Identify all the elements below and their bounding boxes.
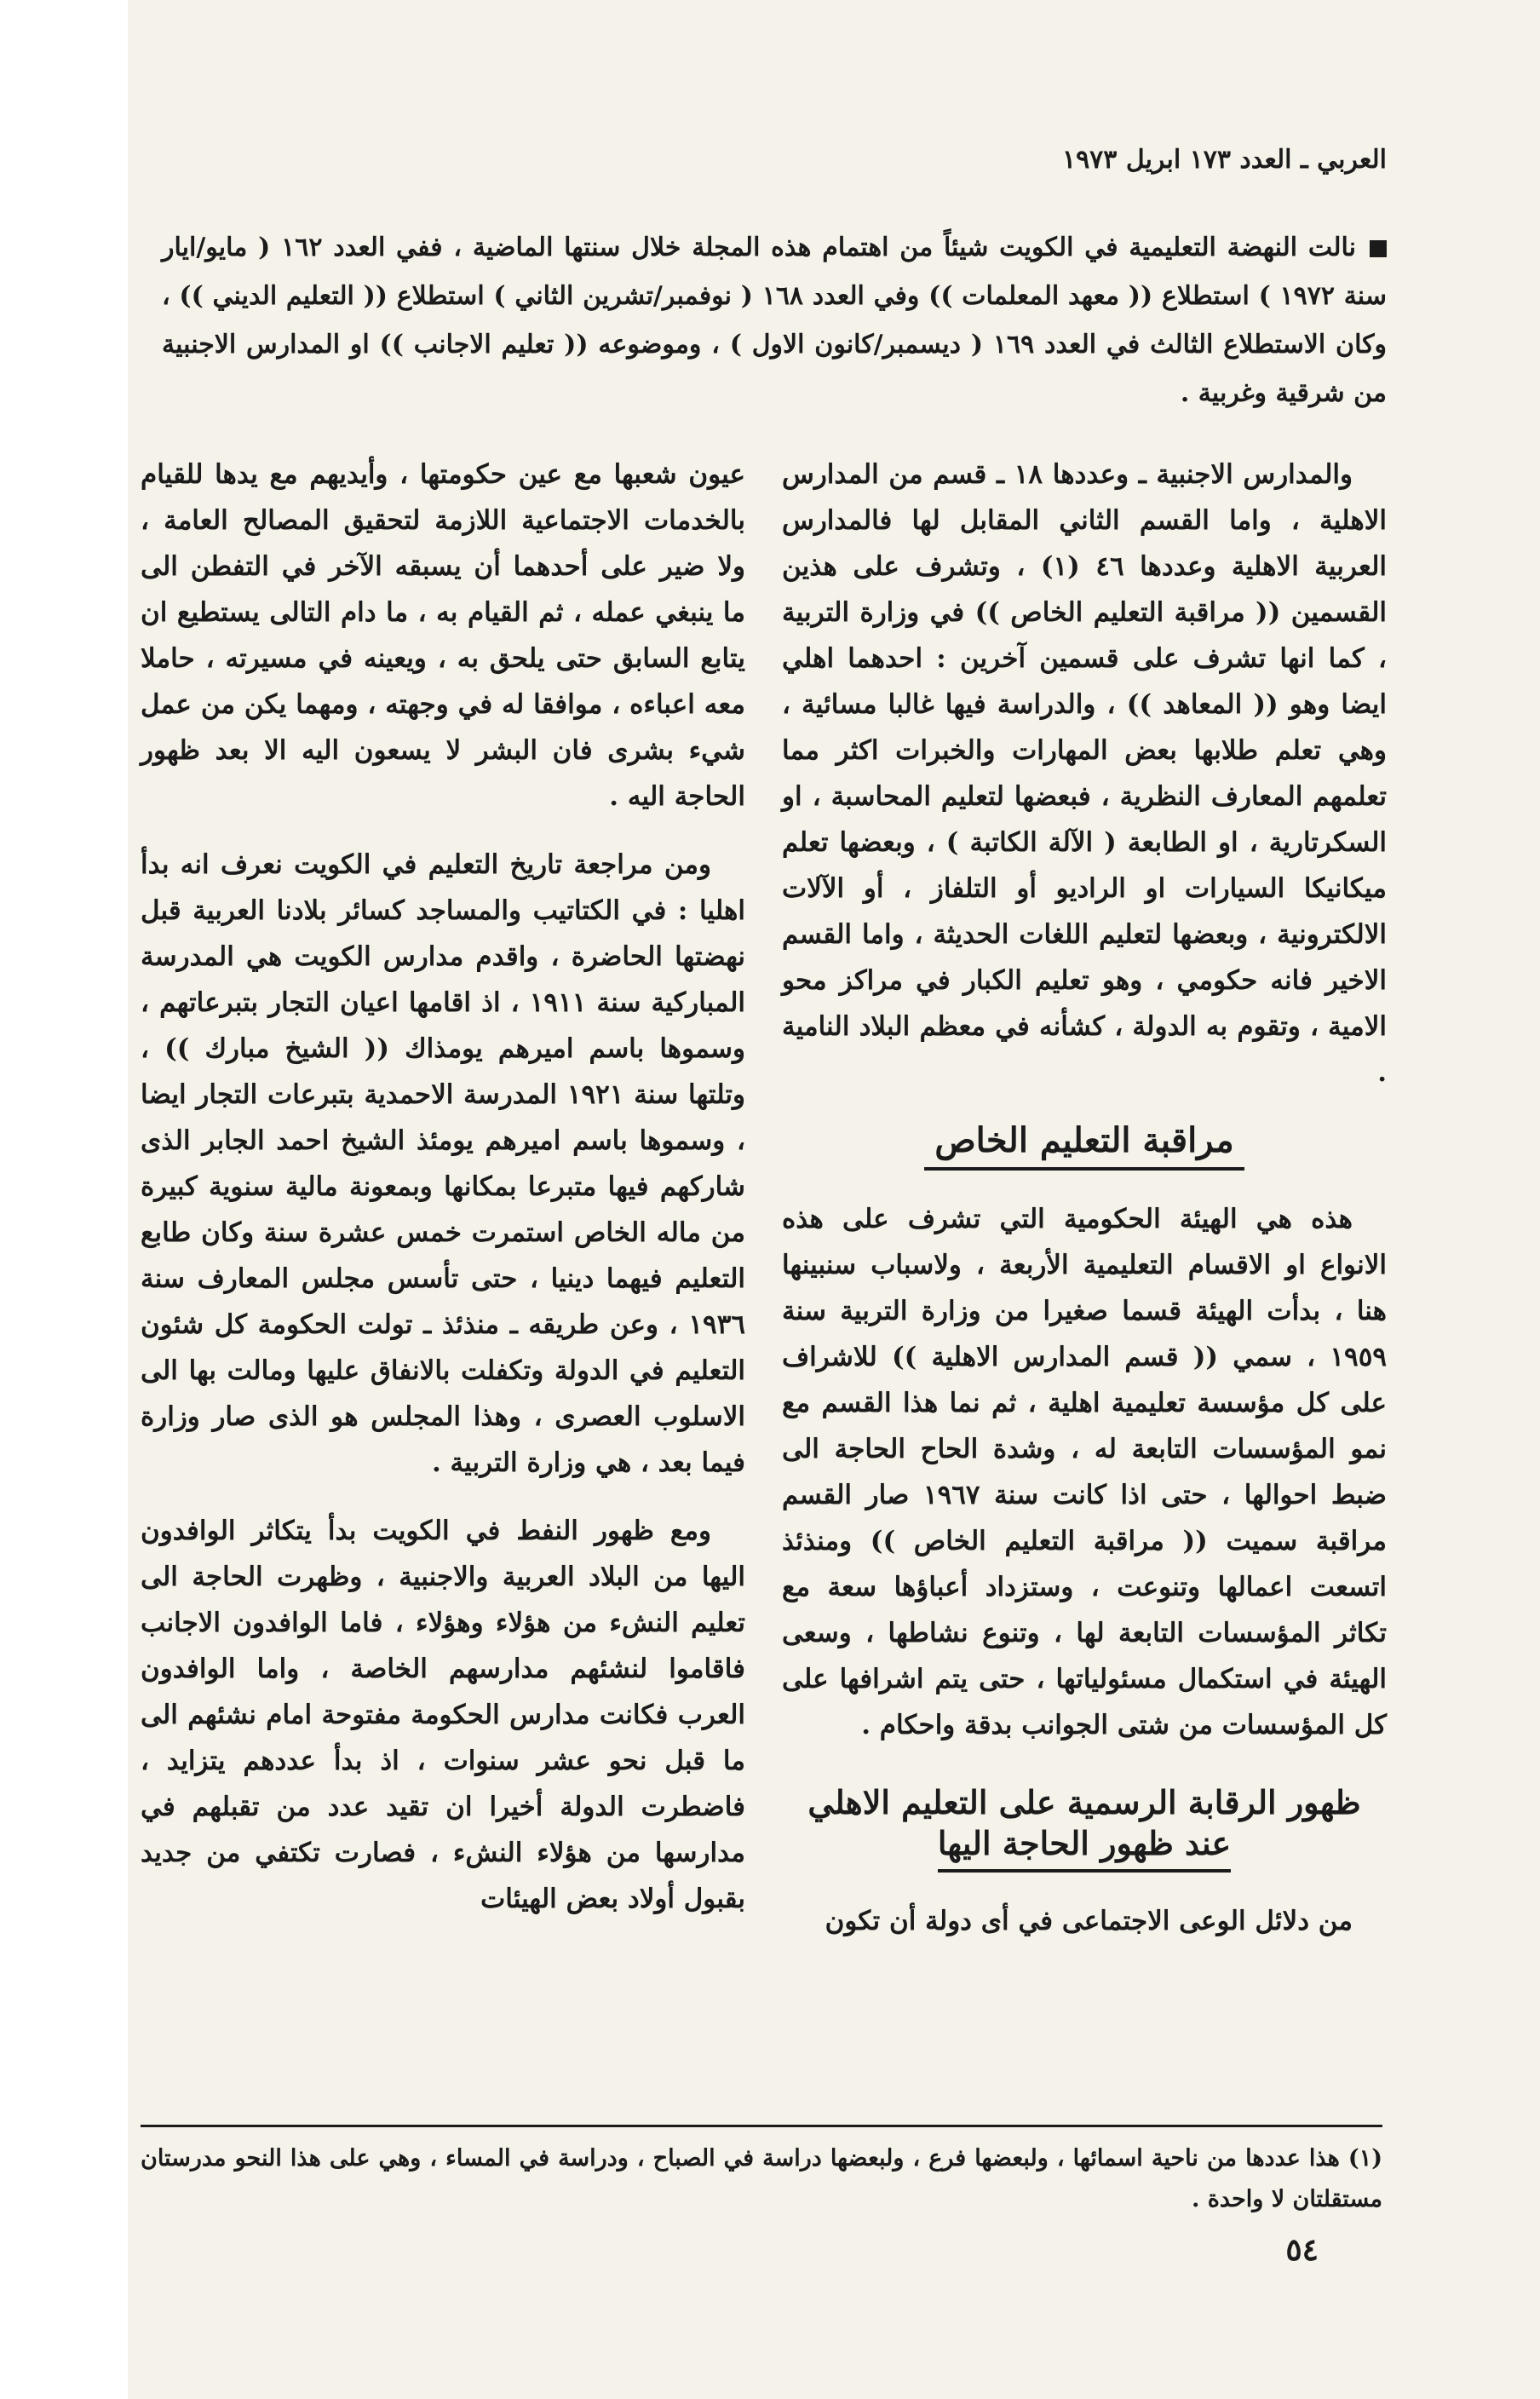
right-column bbox=[782, 452, 1387, 1966]
heading-line-2: عند ظهور الحاجة اليها bbox=[938, 1823, 1231, 1873]
running-header: العربي ـ العدد ١٧٣ ابريل ١٩٧٣ bbox=[1061, 145, 1387, 175]
heading-line-1: ظهور الرقابة الرسمية على التعليم الاهلي bbox=[807, 1783, 1361, 1821]
right-paragraph-2: هذه هي الهيئة الحكومية التي تشرف على هذه الانواع او الاقسام التعليمية الأربعة ، ولاسباب سنبينها هنا ، بدأت الهيئة قسما صغيرا من وزارة التربية سنة ١٩٥٩ ، سمي (( قسم المدارس الاهلية )) للاشراف على كل مؤسسة تعليمية اهلية ، ثم نما هذا القسم مع نمو المؤسسات التابعة له ، وشدة الحاح الحاجة الى ضبط احوالها ، حتى اذا كانت سنة ١٩٦٧ صار القسم مراقبة سميت (( مراقبة التعليم الخاص )) ومنذئذ اتسعت اعمالها وتنوعت ، وستزداد أعباؤها سعة مع تكاثر المؤسسات التابعة لها ، وتنوع نشاطها ، وسعى الهيئة في استكمال مسئولياتها ، حتى يتم اشرافها على كل المؤسسات من شتى الجوانب بدقة واحكام . bbox=[782, 1204, 1387, 1740]
right-paragraph-3: من دلائل الوعى الاجتماعى في أى دولة أن تكون bbox=[825, 1906, 1353, 1936]
left-paragraph-3: ومع ظهور النفط في الكويت بدأ يتكاثر الوافدون اليها من البلاد العربية والاجنبية ، وظهرت الحاجة الى تعليم النشء من هؤلاء وهؤلاء ، فاما الوافدون الاجانب فاقاموا لنشئهم مدارسهم الخاصة ، واما الوافدون العرب فكانت مدارس الحكومة مفتوحة امام نشئهم الى ما قبل نحو عشر سنوات ، اذ بدأ عددهم يتزايد ، فاضطرت الدولة أخيرا ان تقيد عدد من تقبلهم في مدارسها من هؤلاء النشء ، فصارت تكتفي من جديد بقبول أولاد بعض الهيئات bbox=[141, 1516, 745, 1914]
right-paragraph-1: والمدارس الاجنبية ـ وعددها ١٨ ـ قسم من المدارس الاهلية ، واما القسم الثاني المقابل لها فالمدارس العربية الاهلية وعددها ٤٦ (١) ، وتشرف على هذين القسمين (( مراقبة التعليم الخاص )) في وزارة التربية ، كما انها تشرف على قسمين آخرين : احدهما اهلي ايضا وهو (( المعاهد )) ، والدراسة فيها غالبا مسائية ، وهي تعلم طلابها بعض المهارات والخبرات اكثر مما تعلمهم المعارف النظرية ، فبعضها لتعليم المحاسبة ، او السكرتارية ، او الطابعة ( الآلة الكاتبة ) ، وبعضها تعلم ميكانيكا السيارات او الراديو أو التلفاز ، أو الآلات الالكترونية ، وبعضها لتعليم اللغات الحديثة ، واما القسم الاخير فانه حكومي ، وهو تعليم الكبار في مراكز محو الامية ، وتقوم به الدولة ، كشأنه في معظم البلاد النامية . bbox=[782, 459, 1388, 1088]
scan-margin bbox=[0, 0, 128, 2399]
page-number: ٥٤ bbox=[1285, 2232, 1319, 2268]
section-heading-official-oversight bbox=[782, 1782, 1387, 1873]
bullet-square-icon bbox=[1370, 240, 1387, 257]
left-paragraph-2: ومن مراجعة تاريخ التعليم في الكويت نعرف انه بدأ اهليا : في الكتاتيب والمساجد كسائر بلادنا العربية قبل نهضتها الحاضرة ، واقدم مدارس الكويت هي المدرسة المباركية سنة ١٩١١ ، اذ اقامها اعيان التجار بتبرعاتهم ، وسموها باسم اميرهم يومذاك (( الشيخ مبارك )) ، وتلتها سنة ١٩٢١ المدرسة الاحمدية بتبرعات التجار ايضا ، وسموها باسم اميرهم يومئذ الشيخ احمد الجابر الذى شاركهم فيها متبرعا بمكانها وبمعونة مالية سنوية كبيرة من ماله الخاص استمرت خمس عشرة سنة وكان طابع التعليم فيهما دينيا ، حتى تأسس مجلس المعارف سنة ١٩٣٦ ، وعن طريقه ـ منذئذ ـ تولت الحكومة كل شئون التعليم في الدولة وتكفلت بالانفاق عليها ومالت بها الى الاسلوب العصرى ، وهذا المجلس هو الذى صار وزارة فيما بعد ، هي وزارة التربية . bbox=[141, 849, 746, 1478]
intro-text: نالت النهضة التعليمية في الكويت شيئاً من اهتمام هذه المجلة خلال سنتها الماضية ، ففي العدد ١٦٢ ( مايو/ايار سنة ١٩٧٢ ) استطلاع (( معهد المعلمات )) وفي العدد ١٦٨ ( نوفمبر/تشرين الثاني ) استطلاع (( التعليم الديني )) ، وكان الاستطلاع الثالث في العدد ١٦٩ ( ديسمبر/كانون الاول ) ، وموضوعه (( تعليم الاجانب )) او المدارس الاجنبية من شرقية وغربية . bbox=[162, 233, 1387, 408]
intro-paragraph bbox=[162, 223, 1387, 417]
section-heading-private-education: مراقبة التعليم الخاص bbox=[782, 1118, 1387, 1171]
footnote: (١) هذا عددها من ناحية اسمائها ، ولبعضها فرع ، ولبعضها دراسة في الصباح ، ودراسة في المساء ، وهي على هذا النحو مدرستان مستقلتان لا واحدة . bbox=[141, 2145, 1382, 2212]
left-column bbox=[141, 452, 745, 1944]
footnote-divider bbox=[141, 2125, 1382, 2127]
left-paragraph-1: عيون شعبها مع عين حكومتها ، وأيديهم مع يدها للقيام بالخدمات الاجتماعية اللازمة لتحقيق المصالح العامة ، ولا ضير على أحدهما أن يسبقه الآخر في التفطن الى ما ينبغي عمله ، ثم القيام به ، ما دام التالى يستطيع ان يتابع السابق حتى يلحق به ، ويعينه في مسيرته ، حاملا معه اعباءه ، موافقا له في وجهته ، ومهما يكن من عمل شيء بشرى فان البشر لا يسعون اليه الا بعد ظهور الحاجة اليه . bbox=[141, 459, 745, 812]
